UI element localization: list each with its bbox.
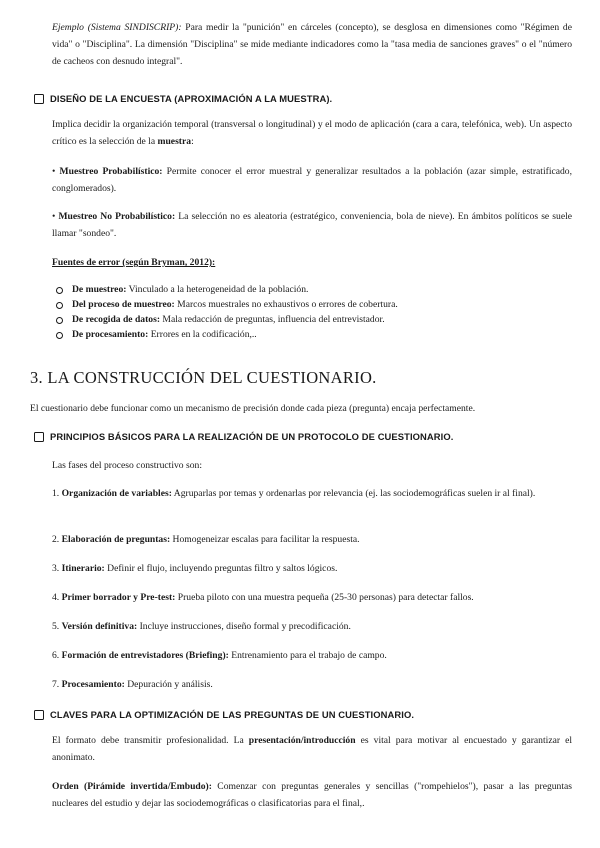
- survey-design-paragraph: [52, 117, 572, 151]
- paragraph-text: es vital para motivar al encuestado y garantizar el anonimato.: [52, 735, 572, 763]
- item-label: Del proceso de muestreo:: [72, 298, 175, 310]
- step-text: Agruparlas por temas y ordenarlas por relevancia (ej. las sociodemográficas suelen ir al final).: [171, 488, 536, 499]
- step-item: [52, 677, 572, 694]
- example-text: Para medir la "punición" en cárceles (concepto), se desglosa en dimensiones como "Régimen de vida" o "Disciplina". La dimensión "Disciplina" se mide mediante indicadores como la "tasa media de sanciones graves" o el "número de cacheos con desnudo integral".: [52, 22, 572, 67]
- step-label: Organización de variables:: [61, 488, 172, 499]
- step-label: Itinerario:: [61, 563, 105, 574]
- item-text: Vinculado a la heterogeneidad de la población.: [126, 284, 309, 295]
- section-title: 3. LA CONSTRUCCIÓN DEL CUESTIONARIO.: [30, 368, 377, 387]
- optimization-paragraph: [52, 733, 572, 767]
- item-label: De muestreo:: [72, 284, 127, 295]
- item-label: De procesamiento:: [72, 328, 149, 340]
- item-label: Muestreo Probabilístico:: [59, 166, 163, 177]
- list-item: [52, 298, 572, 313]
- bullet-icon: •: [52, 211, 59, 222]
- item-text: Marcos muestrales no exhaustivos o errores de cobertura.: [174, 298, 398, 310]
- list-item: [52, 328, 572, 343]
- step-number: 2.: [52, 534, 62, 545]
- step-label: Elaboración de preguntas:: [61, 534, 171, 545]
- step-item: [52, 561, 572, 578]
- circle-bullet-icon: [56, 317, 63, 324]
- item-text: La selección no es aleatoria (estratégico, conveniencia, bola de nieve). En ámbitos políticos se suele llamar "sondeo".: [52, 211, 572, 239]
- step-text: Definir el flujo, incluyendo preguntas filtro y saltos lógicos.: [104, 563, 338, 574]
- paragraph-text: El formato debe transmitir profesionalidad. La: [52, 735, 249, 746]
- item-label: Muestreo No Probabilístico:: [58, 211, 176, 222]
- item-text: Mala redacción de preguntas, influencia del entrevistador.: [160, 313, 385, 325]
- survey-design-heading: [34, 92, 572, 106]
- checkbox-icon[interactable]: [34, 432, 44, 442]
- step-item: [52, 486, 572, 503]
- step-number: 3.: [52, 563, 62, 574]
- circle-bullet-icon: [56, 287, 63, 294]
- step-item: [52, 619, 572, 636]
- step-number: 7.: [52, 679, 62, 690]
- step-text: Prueba piloto con una muestra pequeña (25-30 personas) para detectar fallos.: [175, 592, 474, 603]
- heading-text: DISEÑO DE LA ENCUESTA (APROXIMACIÓN A LA MUESTRA).: [50, 92, 333, 104]
- step-text: Depuración y análisis.: [124, 679, 213, 690]
- order-paragraph: [52, 779, 572, 813]
- checkbox-icon[interactable]: [34, 710, 44, 720]
- item-text: Permite conocer el error muestral y generalizar resultados a la población (azar simple, estratificado, conglomerados).: [52, 166, 573, 194]
- item-text: Errores en la codificación,..: [148, 328, 257, 340]
- errors-title-text: Fuentes de error (según Bryman, 2012):: [52, 257, 216, 268]
- step-number: 5.: [52, 621, 62, 632]
- step-text: Homogeneizar escalas para facilitar la respuesta.: [170, 534, 360, 545]
- step-item: [52, 590, 572, 607]
- heading-text: PRINCIPIOS BÁSICOS PARA LA REALIZACIÓN DE UN PROTOCOLO DE CUESTIONARIO.: [50, 430, 454, 442]
- optimization-heading: [34, 708, 572, 722]
- example-paragraph: [52, 20, 572, 70]
- circle-bullet-icon: [56, 302, 63, 309]
- errors-title: [52, 255, 572, 272]
- step-text: Incluye instrucciones, diseño formal y precodificación.: [137, 621, 351, 632]
- checkbox-icon[interactable]: [34, 94, 44, 104]
- heading-text: CLAVES PARA LA OPTIMIZACIÓN DE LAS PREGUNTAS DE UN CUESTIONARIO.: [50, 708, 415, 720]
- paragraph-text: Implica decidir la organización temporal (transversal o longitudinal) y el modo de aplicación (cara a cara, telefónica, web). Un aspecto crítico es la selección de la: [52, 119, 572, 147]
- bullet-icon: •: [52, 166, 60, 177]
- error-sources-list: [52, 283, 572, 342]
- circle-bullet-icon: [56, 332, 63, 339]
- step-label: Primer borrador y Pre-test:: [61, 592, 176, 603]
- bold-term: muestra: [157, 135, 192, 147]
- probabilistic-sampling-item: [52, 164, 572, 198]
- step-number: 4.: [52, 592, 62, 603]
- section-intro: El cuestionario debe funcionar como un mecanismo de precisión donde cada pieza (pregunta) encaja perfectamente.: [30, 403, 476, 414]
- step-label: Versión definitiva:: [61, 621, 138, 632]
- example-label: Ejemplo (Sistema SINDISCRIP):: [52, 22, 182, 33]
- step-label: Procesamiento:: [61, 679, 125, 690]
- nonprobabilistic-sampling-item: [52, 209, 572, 243]
- step-item: [52, 532, 572, 549]
- principles-heading: [34, 430, 572, 444]
- paragraph-text: :: [191, 135, 194, 147]
- principles-lead: Las fases del proceso constructivo son:: [52, 460, 202, 471]
- step-number: 6.: [52, 650, 62, 661]
- bold-term: Orden (Pirámide invertida/Embudo):: [52, 781, 212, 792]
- bold-term: presentación/introducción: [248, 735, 356, 746]
- paragraph-text: Comenzar con preguntas generales y sencillas ("rompehielos"), pasar a las preguntas nucleares del estudio y dejar las sociodemográficas o clasificatorias para el final,.: [52, 781, 572, 809]
- step-label: Formación de entrevistadores (Briefing):: [61, 650, 229, 661]
- item-label: De recogida de datos:: [72, 313, 161, 325]
- step-text: Entrenamiento para el trabajo de campo.: [228, 650, 387, 661]
- list-item: [52, 313, 572, 328]
- step-number: 1.: [52, 488, 62, 499]
- list-item: [52, 283, 572, 298]
- step-item: [52, 648, 572, 665]
